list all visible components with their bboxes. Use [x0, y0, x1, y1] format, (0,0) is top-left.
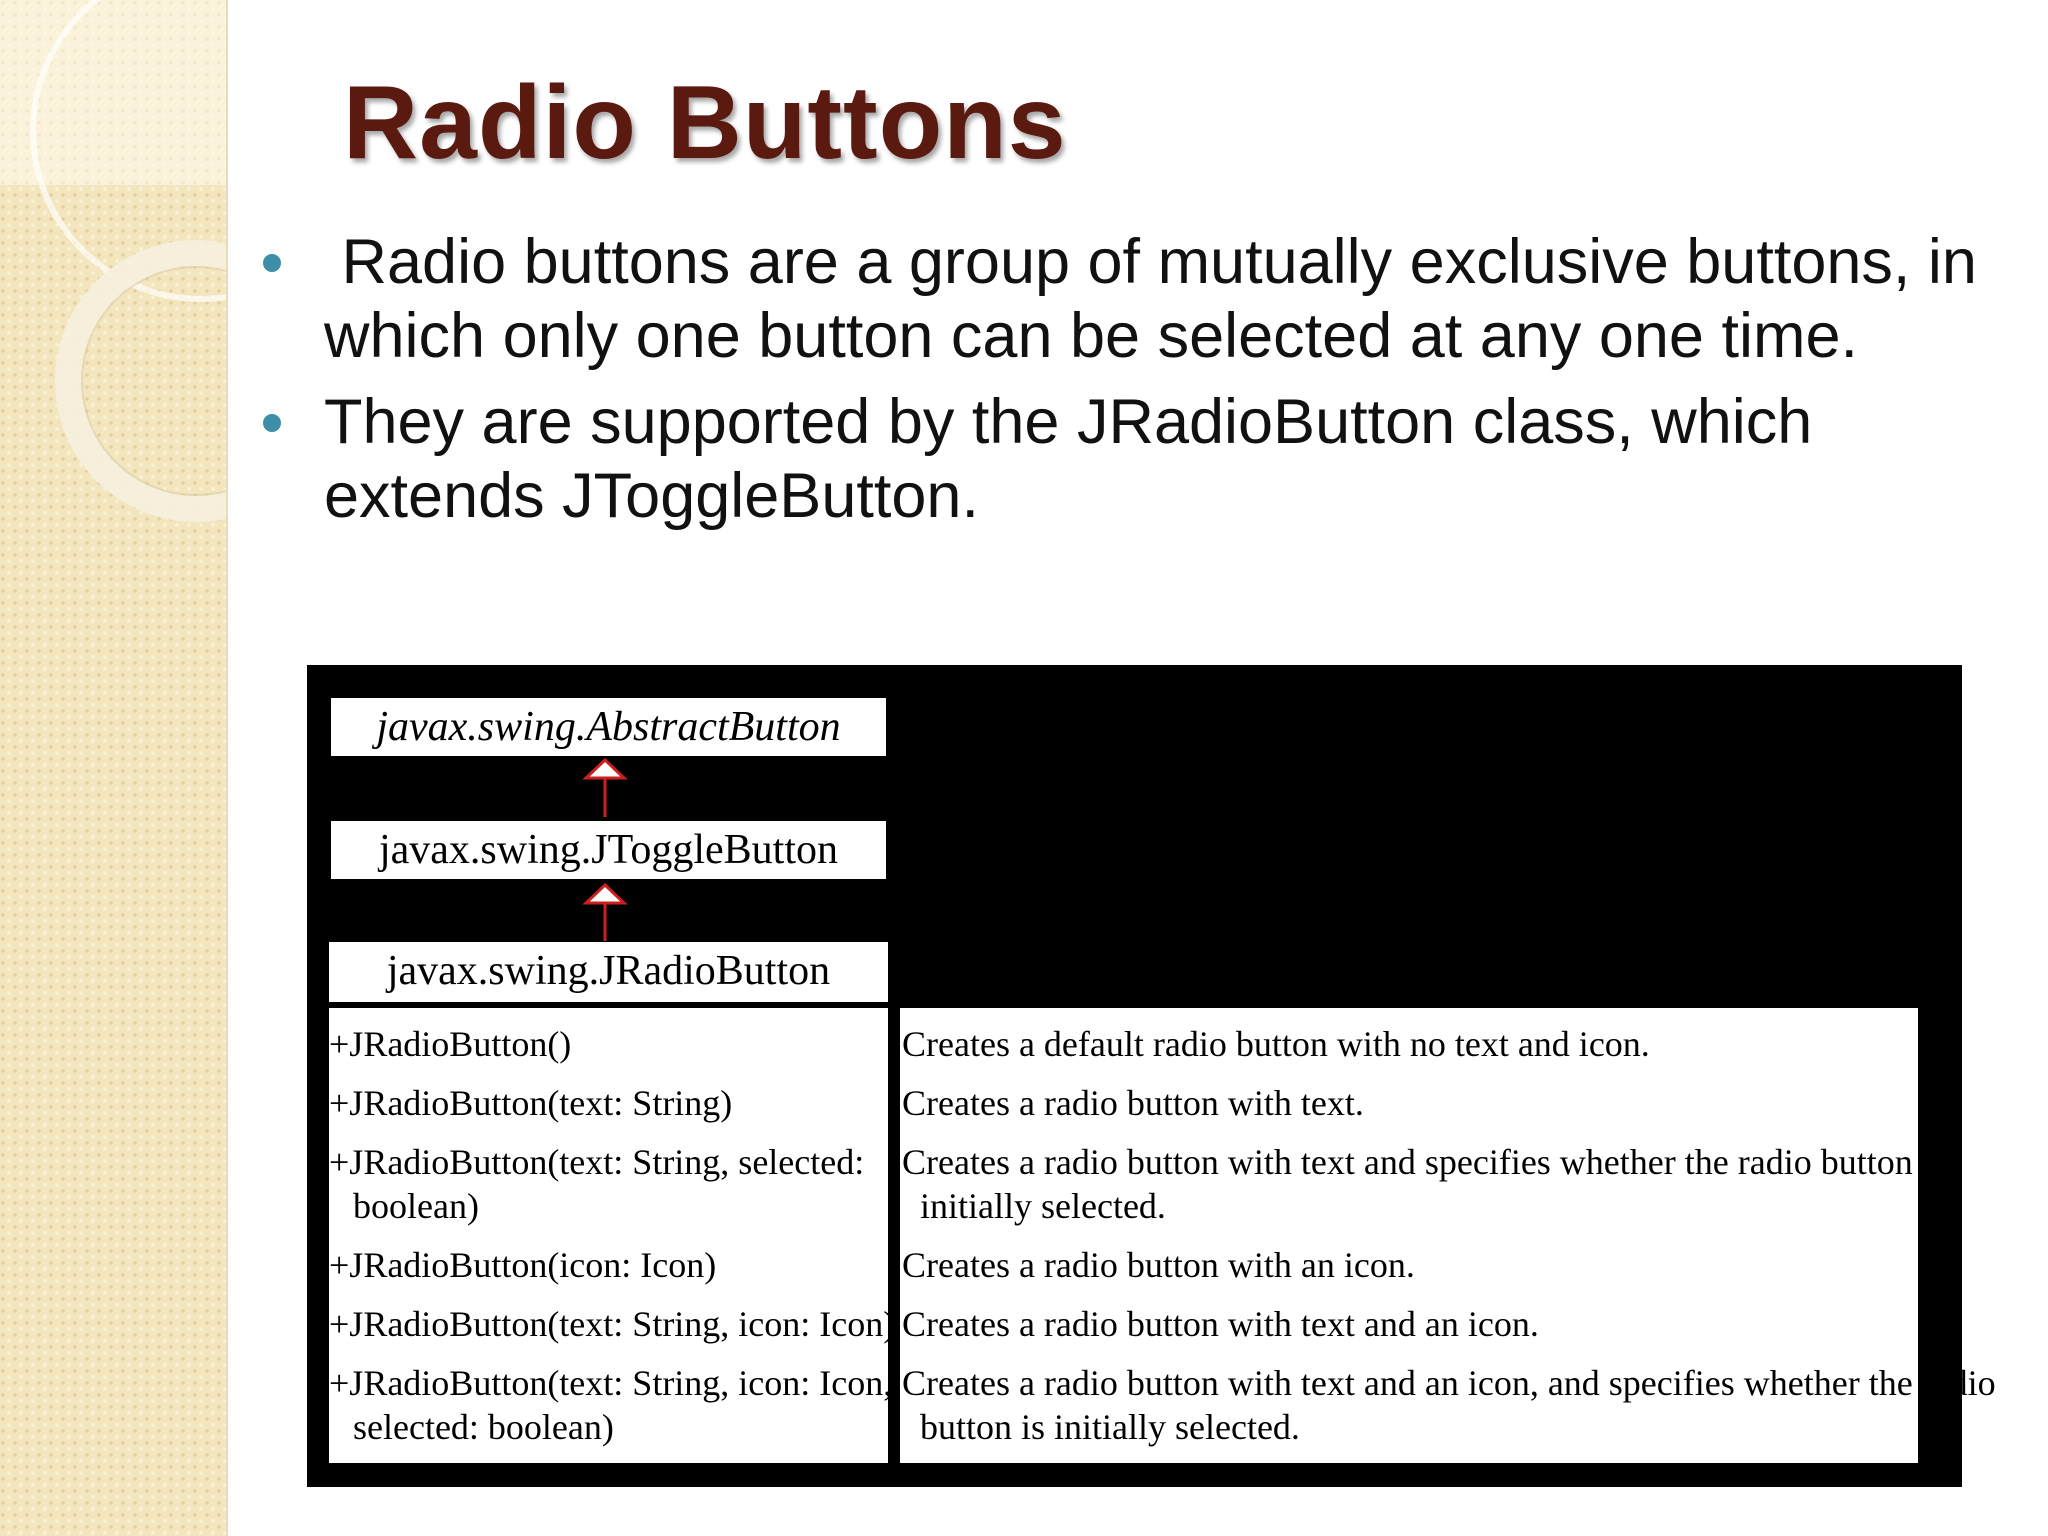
method-signature: +JRadioButton(text: String, icon: Icon,: [329, 1363, 893, 1403]
side-band-edge: [226, 0, 228, 1536]
description-text: Creates a default radio button with no text and icon.: [902, 1024, 1650, 1064]
bullet-text: They are supported by the JRadioButton class, which extends JToggleButton.: [324, 387, 1813, 531]
description-row: [902, 1243, 1415, 1287]
description-text: Creates a radio button with text and an icon.: [902, 1304, 1539, 1344]
method-row: [329, 1243, 716, 1287]
description-row: [902, 1081, 1364, 1125]
method-signature: +JRadioButton(icon: Icon): [329, 1245, 717, 1285]
method-signature: +JRadioButton(text: String, icon: Icon): [329, 1304, 896, 1344]
bullet-dot-icon: [263, 414, 281, 432]
decorative-ring: [55, 240, 228, 522]
uml-class-diagram: [307, 665, 1996, 1487]
bullet-list: [258, 225, 1998, 545]
class-box-jtogglebutton: javax.swing.JToggleButton: [331, 821, 886, 879]
bullet-item: [258, 225, 1998, 373]
class-box-abstractbutton: javax.swing.AbstractButton: [331, 698, 886, 756]
description-row: [902, 1361, 1996, 1449]
method-row: [329, 1302, 895, 1346]
inheritance-arrow-icon: [586, 885, 624, 941]
method-row: [329, 1081, 732, 1125]
description-text-cont: initially selected.: [920, 1186, 1166, 1226]
method-signature-cont: boolean): [353, 1186, 479, 1226]
method-row: [329, 1361, 892, 1449]
description-row: [902, 1022, 1650, 1066]
method-row: [329, 1140, 864, 1228]
description-list: [900, 1008, 1996, 1463]
method-list: [329, 1008, 896, 1463]
bullet-text: Radio buttons are a group of mutually exclusive buttons, in which only one button can be selected at any one time.: [324, 227, 1995, 371]
inheritance-arrow-icon: [586, 760, 624, 817]
decorative-side-band: [0, 0, 228, 1536]
description-row: [902, 1302, 1539, 1346]
description-text: Creates a radio button with text and an icon, and specifies whether the radio: [902, 1363, 1996, 1403]
class-box-jradiobutton: javax.swing.JRadioButton: [329, 942, 888, 1002]
method-row: [329, 1022, 571, 1066]
description-text: Creates a radio button with text.: [902, 1083, 1364, 1123]
method-signature: +JRadioButton(text: String): [329, 1083, 733, 1123]
bullet-item: [258, 385, 1998, 533]
slide-title: Radio Buttons: [343, 65, 1067, 181]
description-row: [902, 1140, 1946, 1228]
bullet-dot-icon: [263, 254, 281, 272]
description-text: Creates a radio button with an icon.: [902, 1245, 1415, 1285]
method-signature-cont: selected: boolean): [353, 1407, 614, 1447]
method-signature: +JRadioButton(text: String, selected:: [329, 1142, 865, 1182]
description-text-cont: button is initially selected.: [920, 1407, 1300, 1447]
method-signature: +JRadioButton(): [329, 1024, 572, 1064]
description-text: Creates a radio button with text and specifies whether the radio button is: [902, 1142, 1946, 1182]
